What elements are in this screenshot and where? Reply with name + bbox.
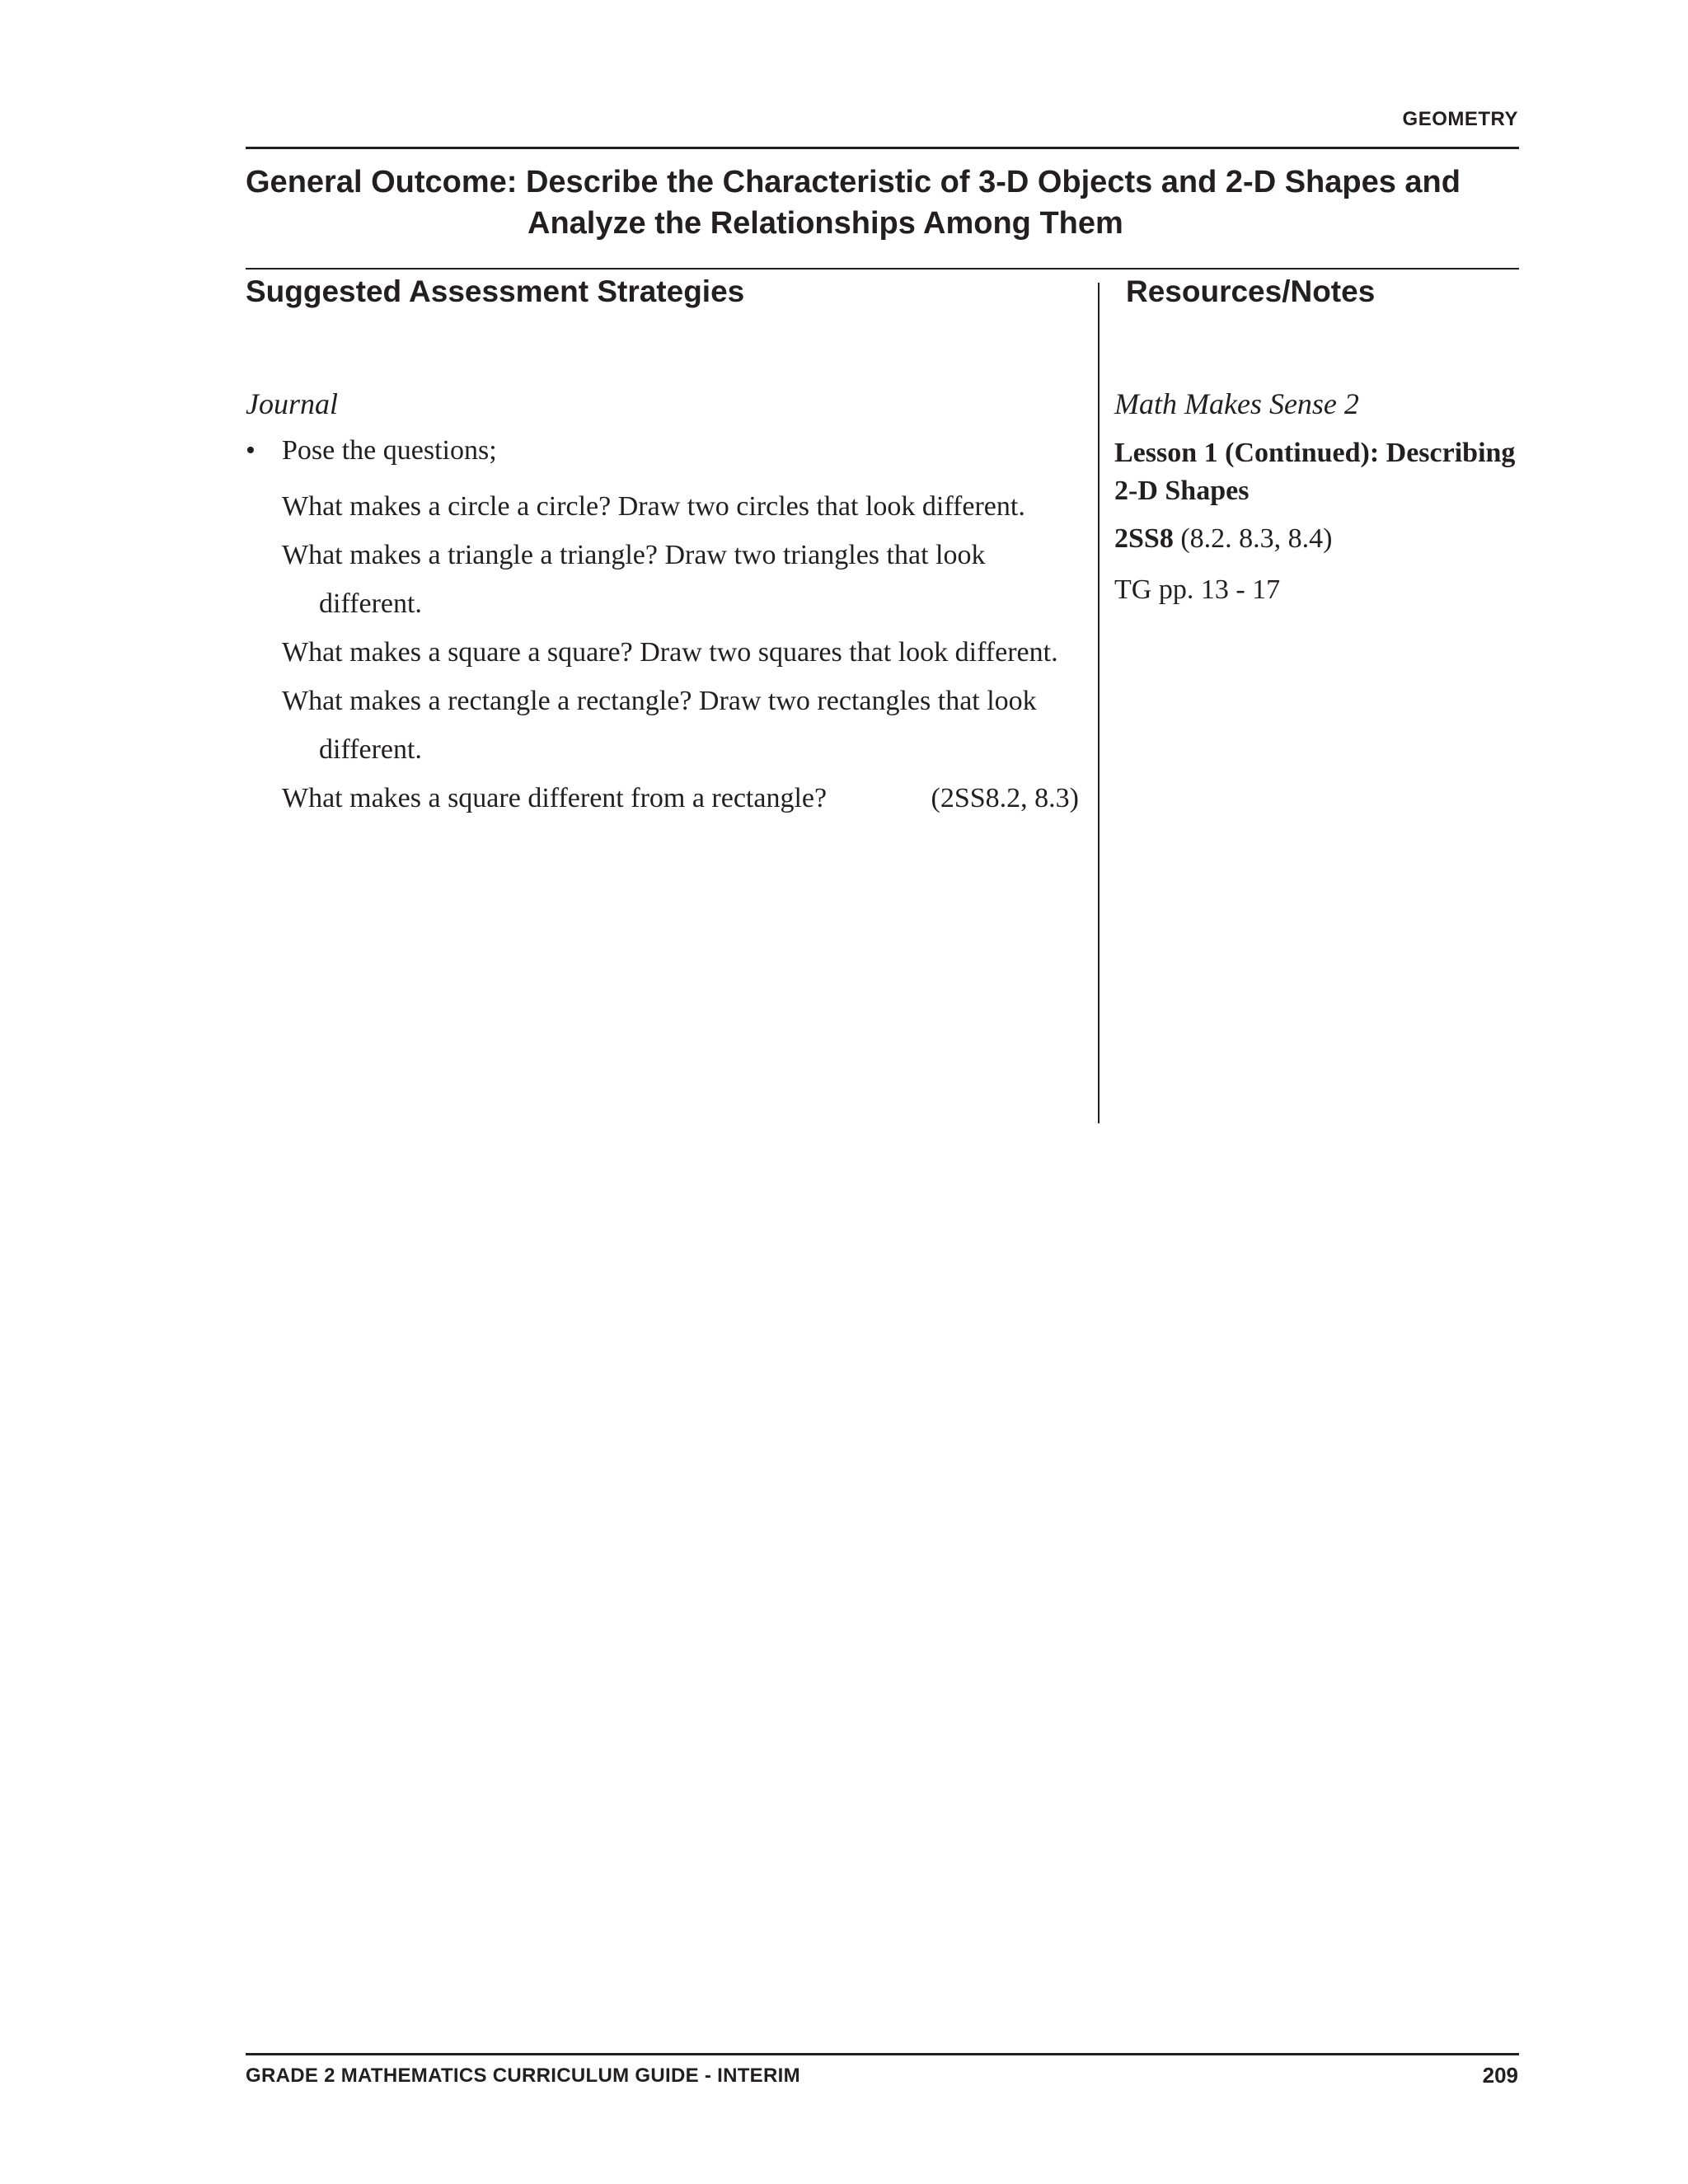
running-header-section: GEOMETRY — [1402, 108, 1518, 130]
bullet-text: Pose the questions; — [282, 435, 497, 466]
resource-book-title: Math Makes Sense 2 — [1114, 387, 1359, 420]
question-item-last — [282, 774, 1079, 823]
header-rule — [246, 147, 1519, 149]
general-outcome-line-2: Analyze the Relationships Among Them — [528, 206, 1123, 241]
footer-rule — [246, 2053, 1519, 2055]
resource-outcome — [1114, 520, 1526, 558]
question-continuation: different. — [319, 734, 422, 765]
question-text: What makes a square different from a rectangle? — [282, 783, 828, 813]
footer-title: GRADE 2 MATHEMATICS CURRICULUM GUIDE - INTERIM — [246, 2064, 800, 2087]
outcome-rule — [246, 268, 1519, 269]
assessment-column-title: Suggested Assessment Strategies — [246, 274, 745, 308]
question-text: What makes a square a square? Draw two squares that look different. — [282, 637, 1058, 668]
question-item — [282, 531, 1078, 628]
question-item — [282, 628, 1078, 677]
question-continuation: different. — [319, 588, 422, 619]
resources-column-title: Resources/Notes — [1126, 274, 1376, 308]
question-item — [282, 482, 1078, 531]
question-list — [246, 482, 1078, 823]
bullet-item — [246, 431, 1078, 471]
general-outcome-line-1: General Outcome: Describe the Characteristic of 3-D Objects and 2-D Shapes and — [246, 165, 1461, 199]
assessment-column — [246, 383, 1078, 823]
bullet-icon: • — [246, 435, 256, 466]
page-number: 209 — [1482, 2063, 1518, 2088]
question-text: What makes a circle a circle? Draw two circles that look different. — [282, 491, 1025, 522]
question-text: What makes a triangle a triangle? Draw two triangles that look — [282, 540, 986, 570]
journal-subhead: Journal — [246, 387, 338, 420]
resource-outcome-code: 2SS8 — [1114, 523, 1174, 554]
question-text: What makes a rectangle a rectangle? Draw two rectangles that look — [282, 686, 1037, 716]
question-item — [282, 677, 1078, 774]
general-outcome-heading — [246, 162, 1519, 244]
resource-outcome-refs: (8.2. 8.3, 8.4) — [1180, 523, 1333, 554]
resource-teacher-guide-pages: TG pp. 13 - 17 — [1114, 574, 1281, 605]
column-divider — [1098, 283, 1100, 1123]
resource-lesson: Lesson 1 (Continued): Describing 2-D Shapes — [1114, 438, 1516, 506]
outcome-reference: (2SS8.2, 8.3) — [931, 783, 1079, 813]
resources-column — [1114, 383, 1526, 609]
